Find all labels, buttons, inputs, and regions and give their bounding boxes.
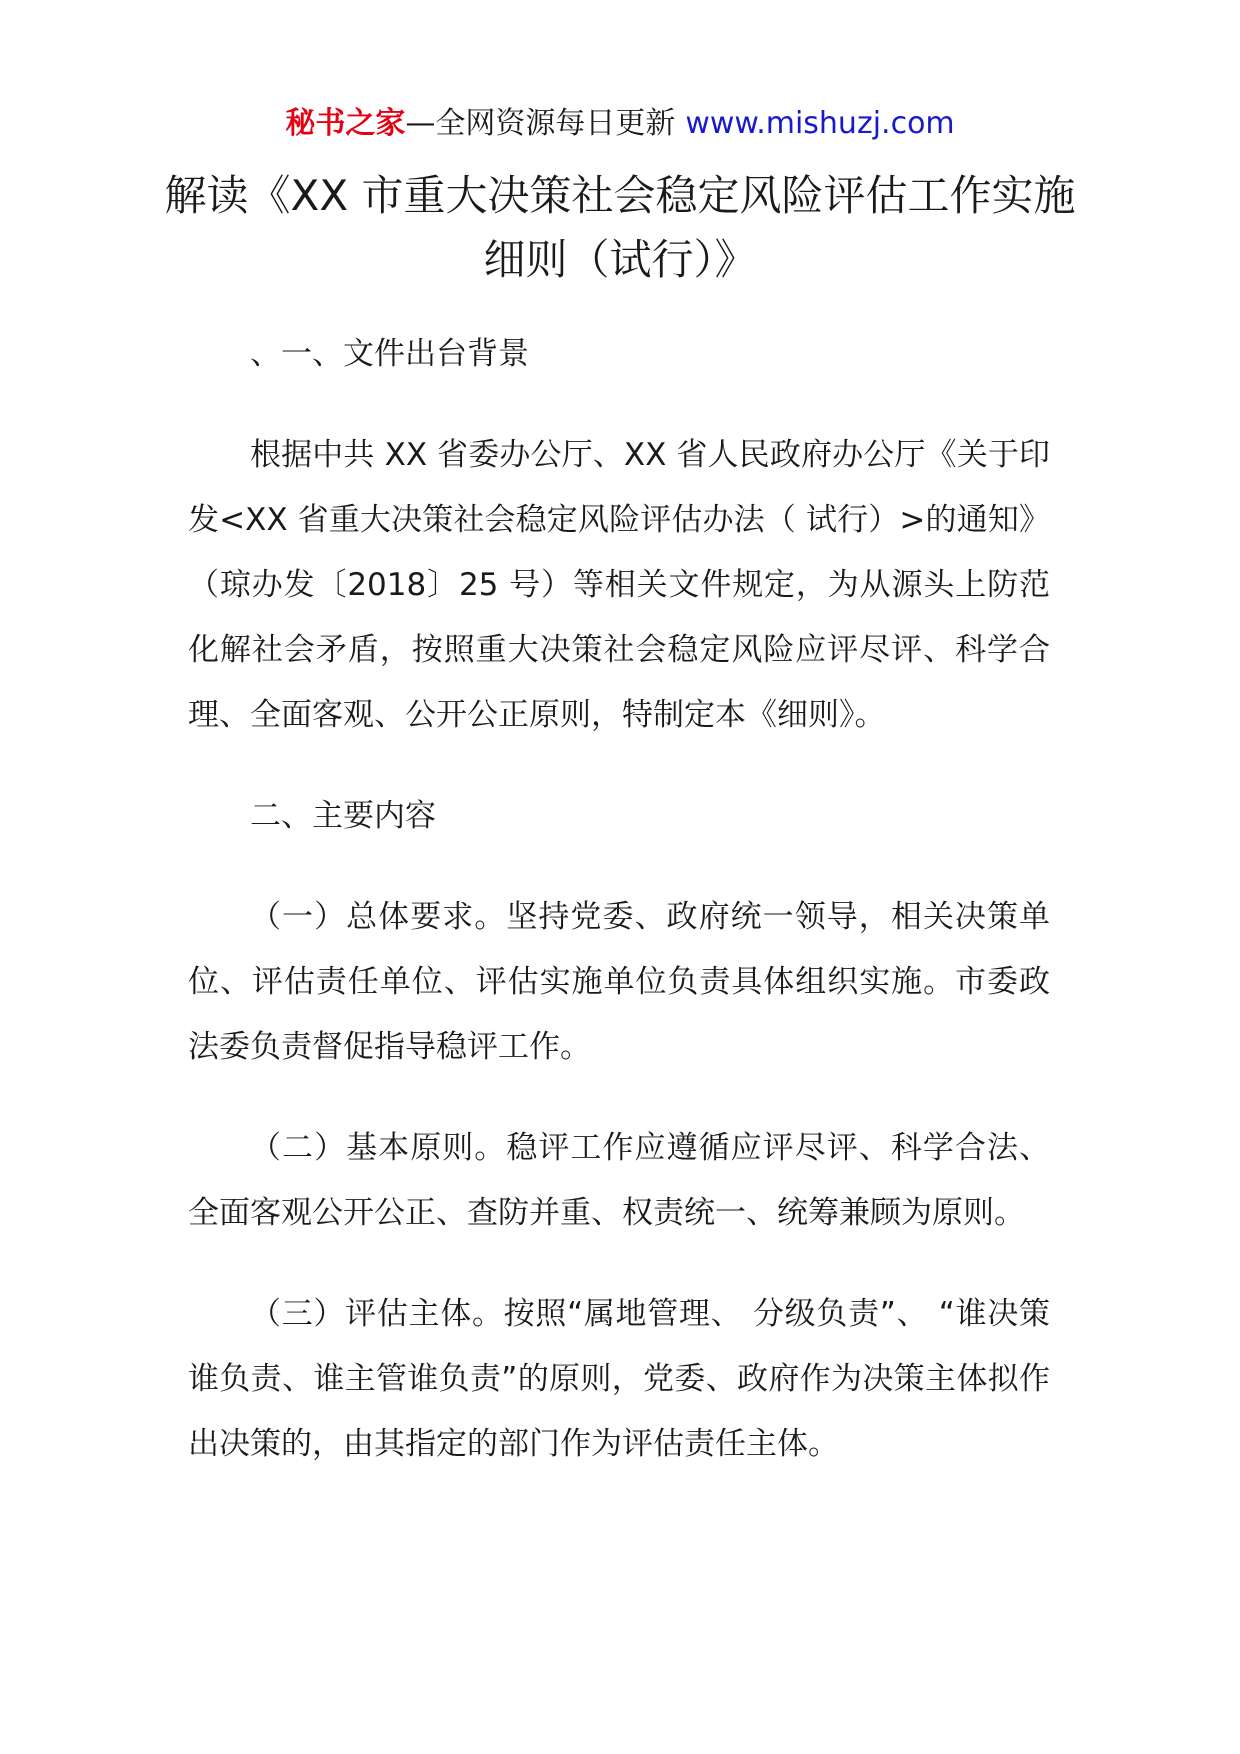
document-body: [188, 322, 1050, 1513]
paragraph-general-requirements: （一）总体要求。坚持党委、政府统一领导，相关决策单位、评估责任单位、评估实施单位负责具体组织实施。市委政法委负责督促指导稳评工作。: [188, 899, 1050, 1065]
paragraph-basic-principles: （二）基本原则。稳评工作应遵循应评尽评、科学合法、全面客观公开公正、查防并重、权责统一、统筹兼顾为原则。: [188, 1130, 1050, 1231]
document-title: 解读《XX 市重大决策社会稳定风险评估工作实施细则（试行）》: [164, 171, 1076, 284]
banner-tagline: —全网资源每日更新: [405, 106, 676, 141]
paragraph-assessment-subject: （三）评估主体。按照“属地管理、 分级负责”、 “谁决策谁负责、谁主管谁负责”的原则，党委、政府作为决策主体拟作出决策的，由其指定的部门作为评估责任主体。: [188, 1296, 1050, 1462]
section-heading-main-content: 二、主要内容: [250, 798, 436, 834]
site-banner: [0, 104, 1240, 144]
site-url-link[interactable]: www.mishuzj.com: [685, 106, 955, 141]
section-heading-background: 、一、文件出台背景: [250, 336, 529, 372]
brand-name: 秘书之家: [285, 106, 406, 141]
paragraph-background: 根据中共 XX 省委办公厅、XX 省人民政府办公厅《关于印发<XX 省重大决策社会稳定风险评估办法（ 试行）>的通知》（琼办发〔2018〕25 号）等相关文件规定，为从源头上防范化解社会矛盾，按照重大决策社会稳定风险应评尽评、科学合理、全面客观、公开公正原则，特制定本《细则》。: [188, 437, 1050, 733]
